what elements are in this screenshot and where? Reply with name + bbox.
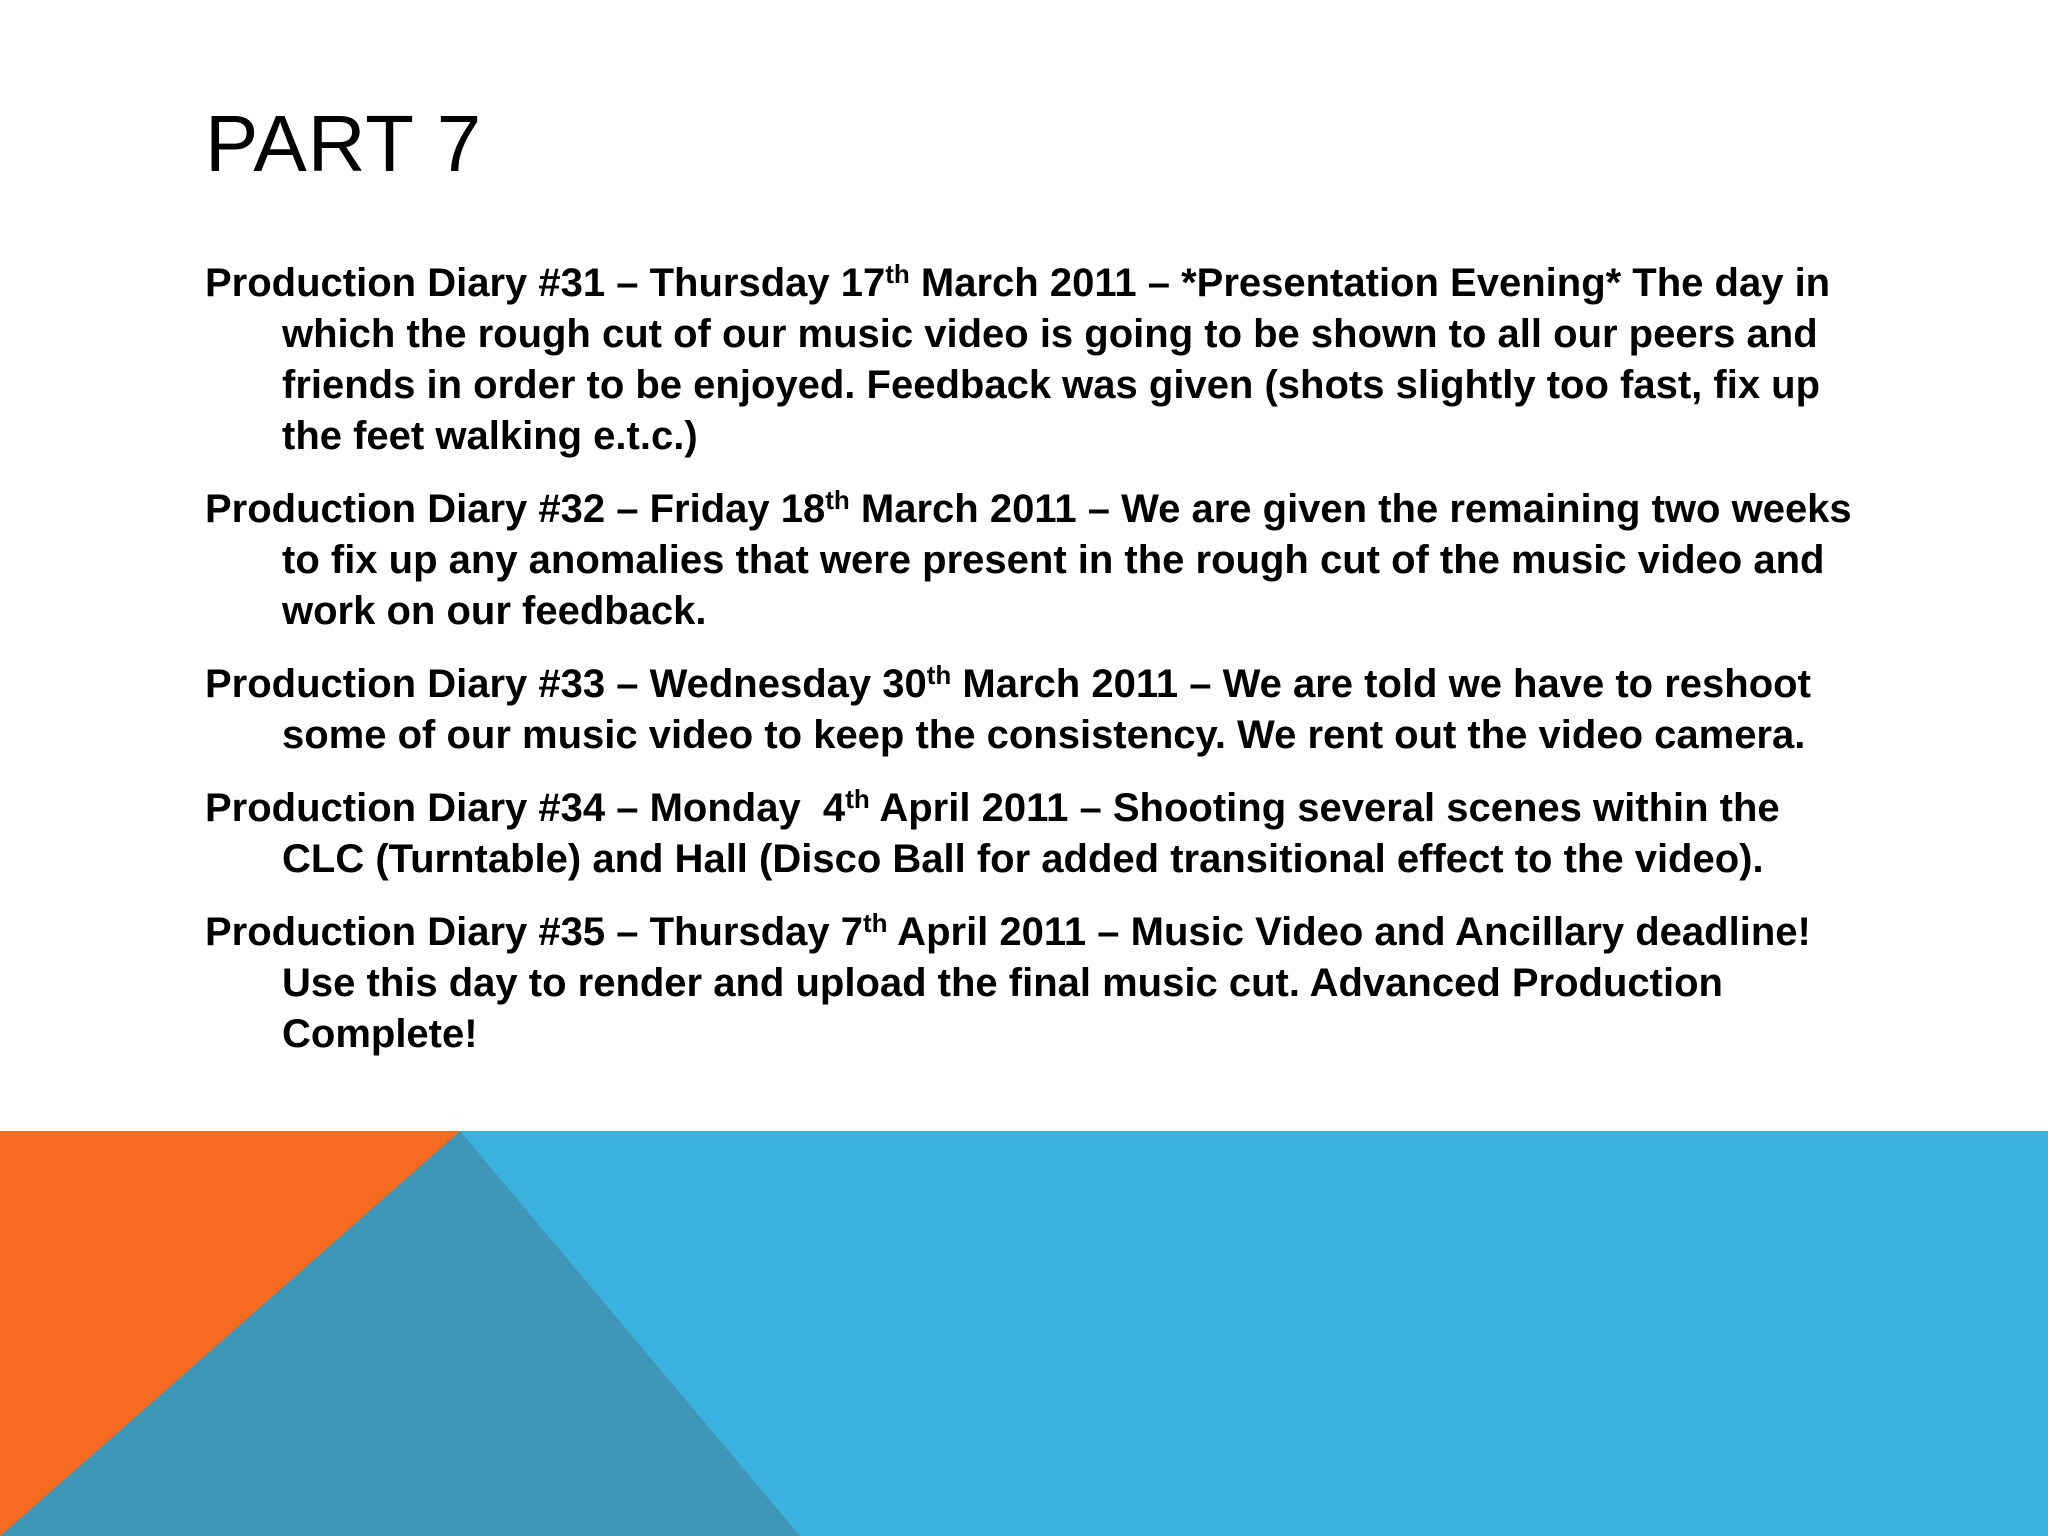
diary-entry-31 — [205, 258, 1865, 462]
ordinal-suffix: th — [885, 259, 910, 289]
ordinal-suffix: th — [825, 485, 850, 515]
diary-list — [205, 258, 1865, 1082]
entry-lead: Production Diary #33 – Wednesday 30 — [205, 662, 927, 706]
diary-entry-33 — [205, 659, 1865, 761]
entry-lead: Production Diary #34 – Monday 4 — [205, 786, 846, 830]
entry-text: March 2011 – We are given the remaining two weeks to fix up any anomalies that were present in the rough cut of the music video and work on our feedback. — [282, 487, 1852, 633]
entry-text: March 2011 – *Presentation Evening* The day in which the rough cut of our music video is going to be shown to all our peers and friends in order to be enjoyed. Feedback was given (shots slightly too fast, fix up the feet walking e.t.c.) — [282, 261, 1831, 458]
diary-entry-32 — [205, 484, 1865, 637]
entry-lead: Production Diary #31 – Thursday 17 — [205, 261, 886, 305]
diary-entry-34 — [205, 783, 1865, 885]
diary-entry-35 — [205, 907, 1865, 1060]
entry-text: April 2011 – Shooting several scenes within the CLC (Turntable) and Hall (Disco Ball for added transitional effect to the video). — [282, 786, 1780, 881]
ordinal-suffix: th — [926, 660, 952, 690]
ordinal-suffix: th — [845, 784, 870, 814]
entry-text: March 2011 – We are told we have to reshoot some of our music video to keep the consistency. We rent out the video camera. — [282, 662, 1811, 757]
entry-lead: Production Diary #32 – Friday 18 — [205, 487, 826, 531]
entry-lead: Production Diary #35 – Thursday 7 — [205, 910, 863, 954]
slide-title: PART 7 — [205, 99, 483, 188]
entry-text: April 2011 – Music Video and Ancillary deadline! Use this day to render and upload the final music cut. Advanced Production Complete! — [282, 910, 1811, 1056]
ordinal-suffix: th — [863, 908, 888, 938]
